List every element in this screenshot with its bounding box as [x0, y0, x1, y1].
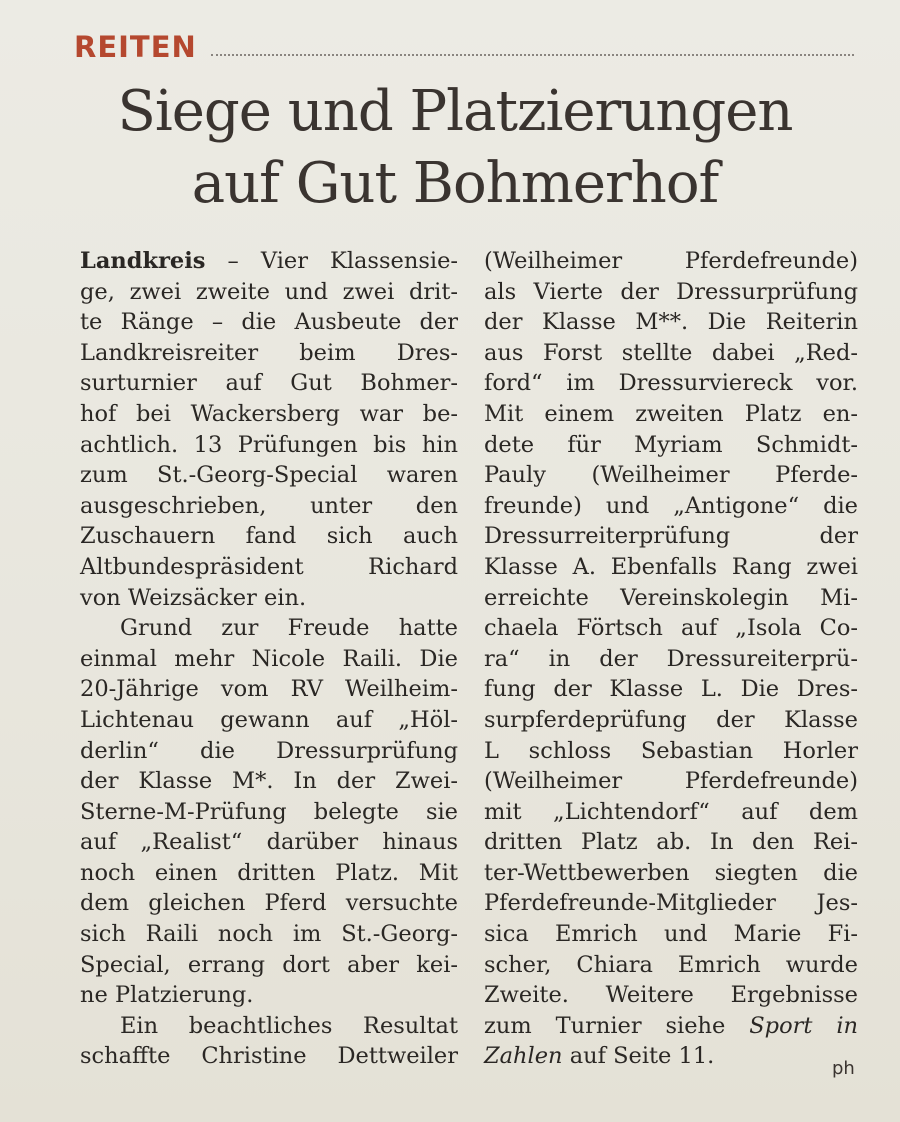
text-line: ne Platzierung. — [80, 982, 254, 1009]
headline-line-1: Siege und Platzierungen — [117, 79, 793, 144]
text-line: 20-Jährige vom RV Weilheim- — [80, 676, 458, 703]
paragraph-1 — [80, 246, 458, 613]
text-line: Pferdefreunde-Mitglieder Jes- — [484, 890, 858, 917]
text-line: Altbundespräsident Richard — [80, 553, 458, 580]
text-line: Lichtenau gewann auf „Höl- — [80, 706, 458, 733]
text-line: zum Turnier siehe Sport in — [484, 1012, 859, 1039]
text-line: mit „Lichtendorf“ auf dem — [484, 798, 858, 825]
section-label: REITEN — [74, 30, 197, 64]
text-line: ge, zwei zweite und zwei drit- — [80, 278, 458, 305]
text-line: dem gleichen Pferd versuchte — [80, 890, 458, 917]
text-line: ter-Wettbewerben siegten die — [484, 859, 858, 886]
text-line: von Weizsäcker ein. — [80, 584, 307, 611]
text-line: Pauly (Weilheimer Pferde- — [484, 462, 858, 489]
text-line: schaffte Christine Dettweiler — [80, 1043, 458, 1070]
text-line: zum St.-Georg-Special waren — [80, 462, 458, 489]
text-line: chaela Förtsch auf „Isola Co- — [484, 615, 858, 642]
text-line: (Weilheimer Pferdefreunde) — [484, 768, 858, 795]
text-line: (Weilheimer Pferdefreunde) — [484, 248, 858, 274]
text-line: noch einen dritten Platz. Mit — [80, 859, 458, 886]
text-line: derlin“ die Dressurprüfung — [80, 737, 458, 764]
text-line: Klasse A. Ebenfalls Rang zwei — [484, 553, 858, 580]
text-line: hof bei Wackersberg war be- — [80, 400, 458, 427]
text-line: L schloss Sebastian Horler — [484, 737, 858, 764]
text-line: ausgeschrieben, unter den — [80, 492, 458, 519]
text-line: Ein beachtliches Resultat — [120, 1012, 458, 1039]
text-line: surpferdeprüfung der Klasse — [484, 706, 858, 733]
paragraph-3 — [80, 1011, 458, 1072]
text-line: der Klasse M**. Die Reiterin — [484, 309, 858, 336]
text-line: Special, errang dort aber kei- — [80, 951, 458, 978]
text-line: Zuschauern fand sich auch — [80, 523, 458, 550]
text-line: Landkreisreiter beim Dres- — [80, 339, 458, 366]
paragraph-3-continued — [484, 246, 858, 1072]
text-line: auf „Realist“ darüber hinaus — [80, 829, 458, 856]
text-line: Sterne-M-Prüfung belegte sie — [80, 798, 458, 825]
article-column-left — [80, 246, 458, 1072]
text-line: freunde) und „Antigone“ die — [484, 492, 858, 519]
text-line: Zahlen auf Seite 11. — [484, 1043, 715, 1070]
text-line: dritten Platz ab. In den Rei- — [484, 829, 858, 856]
dateline: Landkreis — [80, 248, 206, 274]
text-line: Zweite. Weitere Ergebnisse — [484, 982, 858, 1009]
text-line: Grund zur Freude hatte — [120, 615, 458, 642]
text-line: erreichte Vereinskolegin Mi- — [484, 584, 858, 611]
text-line: Mit einem zweiten Platz en- — [484, 400, 858, 427]
text-line: ra“ in der Dressureiterprü- — [484, 645, 858, 672]
text-line: surturnier auf Gut Bohmer- — [80, 370, 458, 397]
text-line: achtlich. 13 Prüfungen bis hin — [80, 431, 458, 458]
headline-line-2: auf Gut Bohmerhof — [191, 151, 719, 216]
text-line: Dressurreiterprüfung der — [484, 523, 858, 550]
text-line: dete für Myriam Schmidt- — [484, 431, 858, 458]
text-line: te Ränge – die Ausbeute der — [80, 309, 458, 336]
dotted-rule — [211, 54, 854, 56]
text-line: als Vierte der Dressurprüfung — [484, 278, 858, 305]
text-line: aus Forst stellte dabei „Red- — [484, 339, 858, 366]
paragraph-2 — [80, 613, 458, 1011]
headline — [40, 76, 870, 220]
text-line: sich Raili noch im St.-Georg- — [80, 921, 458, 948]
text-line: einmal mehr Nicole Raili. Die — [80, 645, 458, 672]
text-line: sica Emrich und Marie Fi- — [484, 921, 858, 948]
text-line: Landkreis – Vier Klassensie- — [80, 248, 458, 274]
text-line: scher, Chiara Emrich wurde — [484, 951, 858, 978]
section-header — [74, 26, 854, 66]
text-line: der Klasse M*. In der Zwei- — [80, 768, 458, 795]
author-byline: ph — [832, 1058, 855, 1079]
text-line: ford“ im Dressurviereck vor. — [484, 370, 858, 397]
article-column-right — [484, 246, 858, 1072]
text-line: fung der Klasse L. Die Dres- — [484, 676, 858, 703]
